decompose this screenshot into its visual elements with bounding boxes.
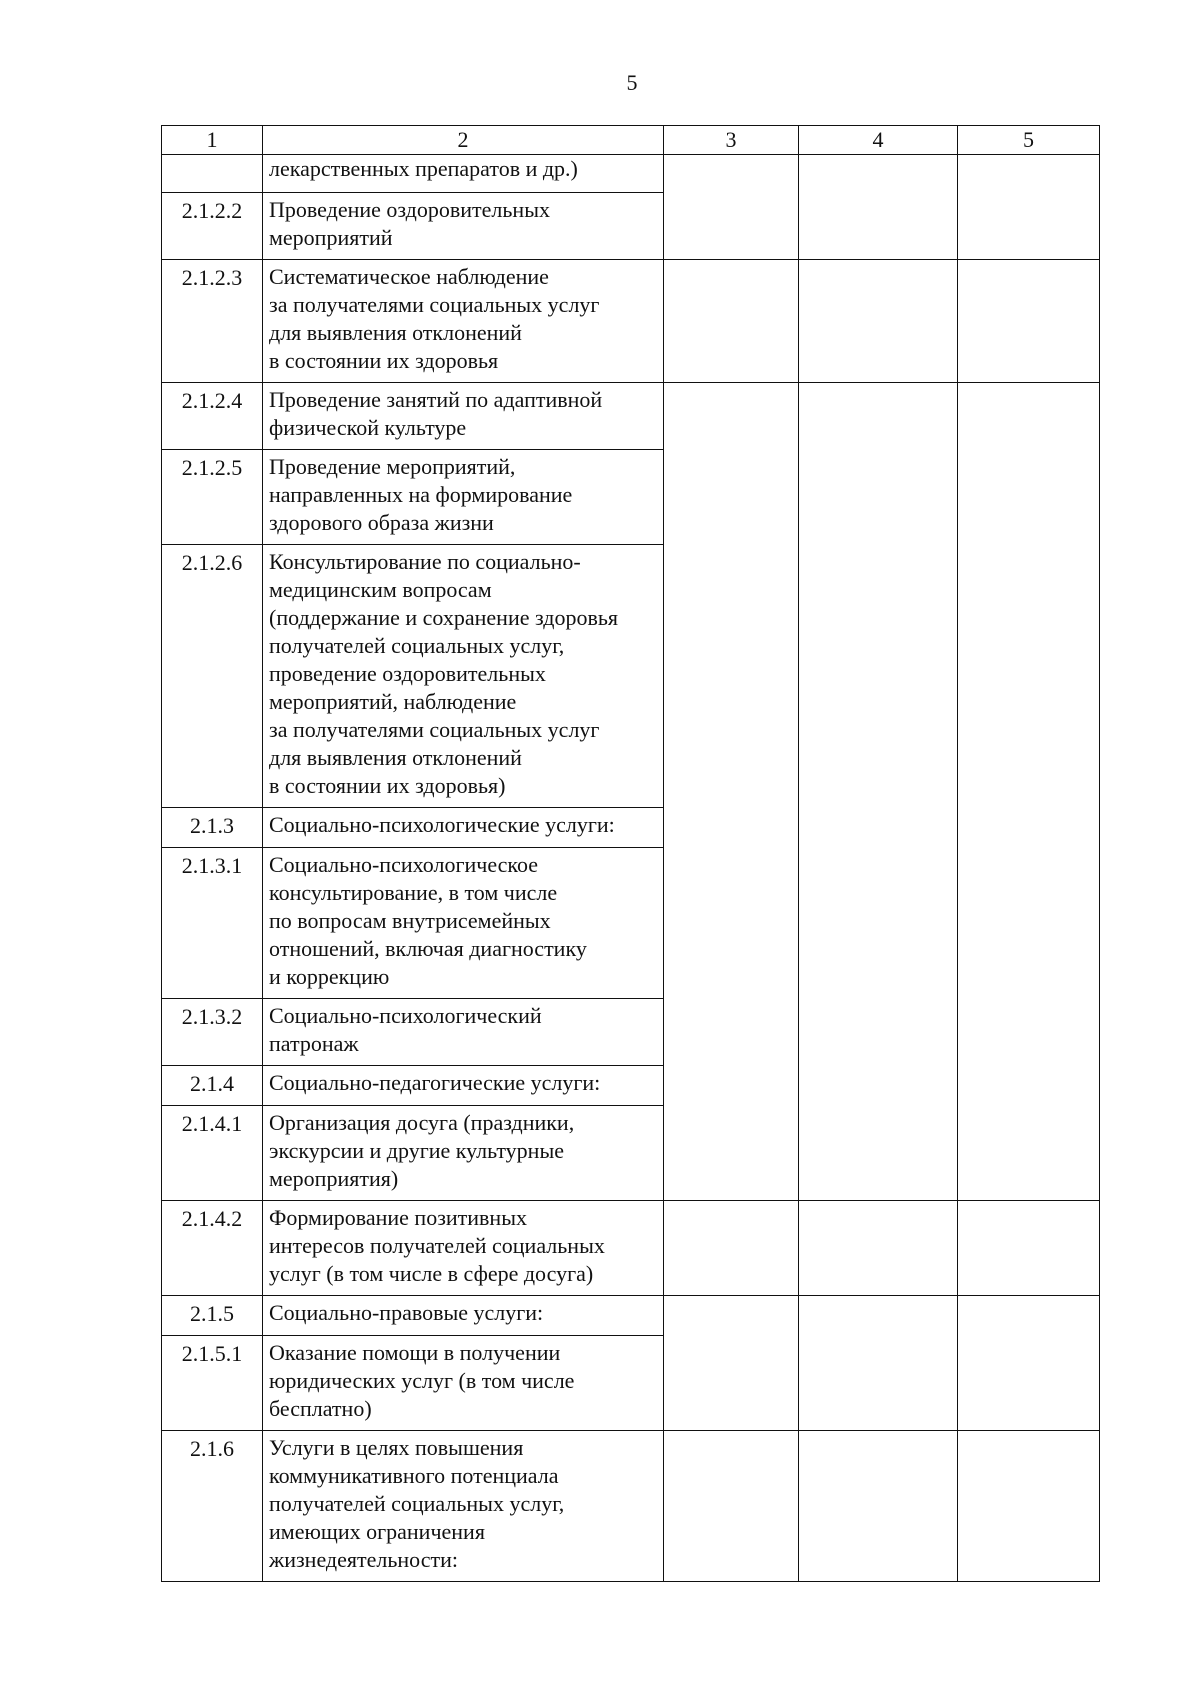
row-number: 2.1.5: [162, 1296, 263, 1336]
table-row: [162, 1431, 1100, 1582]
table-row: [162, 1201, 1100, 1296]
row-text: Проведение оздоровительных мероприятий: [263, 193, 664, 260]
row-text: Организация досуга (праздники, экскурсии и другие культурные мероприятия): [263, 1106, 664, 1201]
cell-col4: [799, 383, 958, 1201]
row-number: 2.1.4.1: [162, 1106, 263, 1201]
row-number: 2.1.2.3: [162, 260, 263, 383]
table-row: [162, 383, 1100, 450]
row-text: Социально-психологические услуги:: [263, 808, 664, 848]
table-header-row: [162, 126, 1100, 155]
page-number: 5: [626, 70, 638, 95]
cell-col3: [664, 155, 799, 260]
cell-col4: [799, 1431, 958, 1582]
cell-col3: [664, 1201, 799, 1296]
cell-col4: [799, 155, 958, 260]
row-number: 2.1.2.4: [162, 383, 263, 450]
services-table: [161, 125, 1100, 1582]
cell-col5: [958, 1296, 1100, 1431]
table-row: [162, 155, 1100, 193]
row-number: 2.1.5.1: [162, 1336, 263, 1431]
row-text: Консультирование по социально- медицинским вопросам (поддержание и сохранение здоровья получателей социальных услуг, проведение оздоровительных мероприятий, наблюдение за получателями социальных услуг для выявления отклонений в состоянии их здоровья): [263, 545, 664, 808]
cell-col3: [664, 1296, 799, 1431]
cell-col5: [958, 260, 1100, 383]
row-number: 2.1.4.2: [162, 1201, 263, 1296]
column-header: 1: [162, 126, 263, 155]
row-text: Социально-психологический патронаж: [263, 999, 664, 1066]
column-header: 2: [263, 126, 664, 155]
table-row: [162, 260, 1100, 383]
row-text: Систематическое наблюдение за получателями социальных услуг для выявления отклонений в состоянии их здоровья: [263, 260, 664, 383]
row-text: Социально-правовые услуги:: [263, 1296, 664, 1336]
row-number: 2.1.4: [162, 1066, 263, 1106]
row-text: Проведение мероприятий, направленных на формирование здорового образа жизни: [263, 450, 664, 545]
cell-col3: [664, 1431, 799, 1582]
row-text: лекарственных препаратов и др.): [263, 155, 664, 193]
row-number: 2.1.3: [162, 808, 263, 848]
row-text: Проведение занятий по адаптивной физической культуре: [263, 383, 664, 450]
row-number: 2.1.3.1: [162, 848, 263, 999]
cell-col5: [958, 155, 1100, 260]
cell-col4: [799, 1201, 958, 1296]
cell-col3: [664, 260, 799, 383]
row-number: 2.1.6: [162, 1431, 263, 1582]
cell-col3: [664, 383, 799, 1201]
cell-col4: [799, 1296, 958, 1431]
cell-col4: [799, 260, 958, 383]
column-header: 4: [799, 126, 958, 155]
row-text: Услуги в целях повышения коммуникативного потенциала получателей социальных услуг, имеющих ограничения жизнедеятельности:: [263, 1431, 664, 1582]
row-number: 2.1.2.6: [162, 545, 263, 808]
row-number: [162, 155, 263, 193]
column-header: 5: [958, 126, 1100, 155]
column-header: 3: [664, 126, 799, 155]
row-text: Оказание помощи в получении юридических услуг (в том числе бесплатно): [263, 1336, 664, 1431]
cell-col5: [958, 383, 1100, 1201]
cell-col5: [958, 1201, 1100, 1296]
row-number: 2.1.2.2: [162, 193, 263, 260]
row-text: Социально-психологическое консультирование, в том числе по вопросам внутрисемейных отношений, включая диагностику и коррекцию: [263, 848, 664, 999]
row-number: 2.1.2.5: [162, 450, 263, 545]
row-text: Социально-педагогические услуги:: [263, 1066, 664, 1106]
row-number: 2.1.3.2: [162, 999, 263, 1066]
row-text: Формирование позитивных интересов получателей социальных услуг (в том числе в сфере досуга): [263, 1201, 664, 1296]
cell-col5: [958, 1431, 1100, 1582]
table-row: [162, 1296, 1100, 1336]
